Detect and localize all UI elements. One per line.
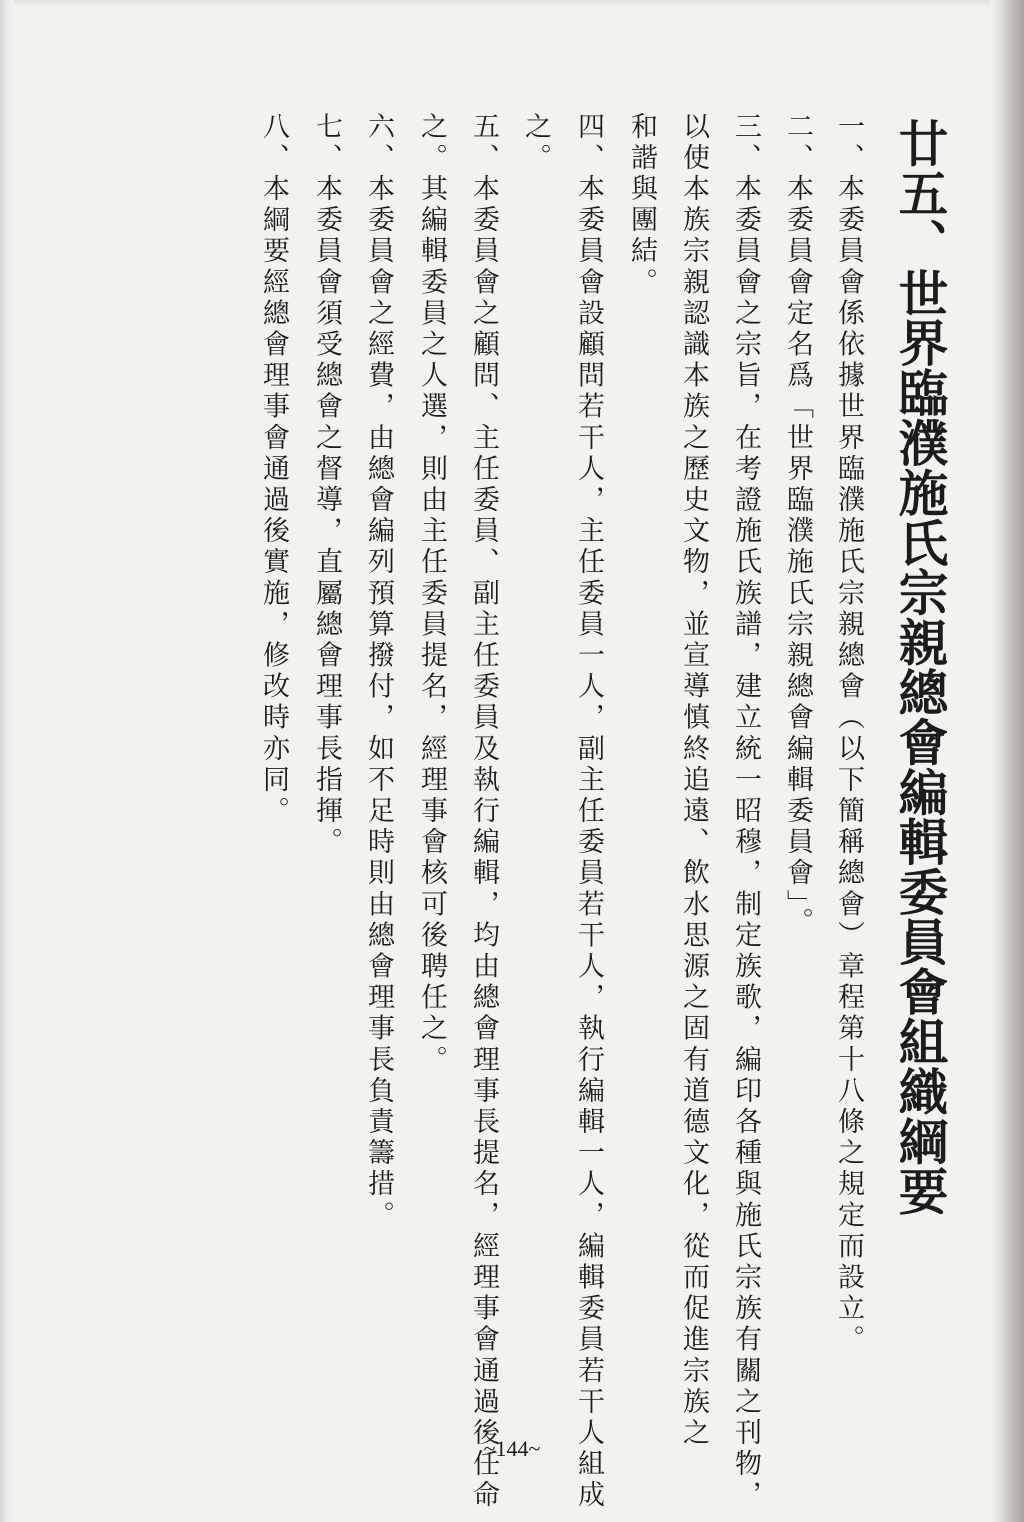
article-2: 二、本委員會定名爲「世界臨濮施氏宗親總會編輯委員會」。 (782, 112, 813, 939)
article-3: 三、本委員會之宗旨，在考證施氏族譜，建立統一昭穆，制定族歌，編印各種與施氏宗族有關之刊物， (730, 112, 761, 1512)
article-5: 五、本委員會之顧問、主任委員、副主任委員及執行編輯，均由總會理事長提名，經理事會通過後任命 (468, 112, 499, 1512)
document-title: 廿五、世界臨濮施氏宗親總會編輯委員會組織綱要 (891, 118, 949, 1216)
article-4-end: 之。 (520, 112, 551, 175)
article-7: 七、本委員會須受總會之督導，直屬總會理事長指揮。 (311, 112, 342, 859)
article-1: 一、本委員會係依據世界臨濮施氏宗親總會（以下簡稱總會）章程第十八條之規定而設立。 (833, 112, 864, 1356)
article-5-continued: 之。其編輯委員之人選，則由主任委員提名，經理事會核可後聘任之。 (416, 112, 447, 1077)
page-binding-shadow (990, 0, 1024, 1522)
article-6: 六、本委員會之經費，由總會編列預算撥付，如不足時則由總會理事長負責籌措。 (363, 112, 394, 1232)
page-number: ~144~ (483, 1436, 541, 1461)
article-4: 四、本委員會設顧問若干人，主任委員一人，副主任委員若干人，執行編輯一人，編輯委員若干人組成 (573, 112, 604, 1512)
article-3-end: 和諧與團結。 (626, 112, 657, 299)
article-8: 八、本綱要經總會理事會通過後實施，修改時亦同。 (258, 112, 289, 828)
page-left-shadow (0, 0, 14, 1522)
page-top-shadow (0, 0, 1024, 8)
article-3-continued: 以使本族宗親認識本族之歷史文物，並宣導慎終追遠、飲水思源之固有道德文化，從而促進宗族之 (678, 112, 709, 1450)
